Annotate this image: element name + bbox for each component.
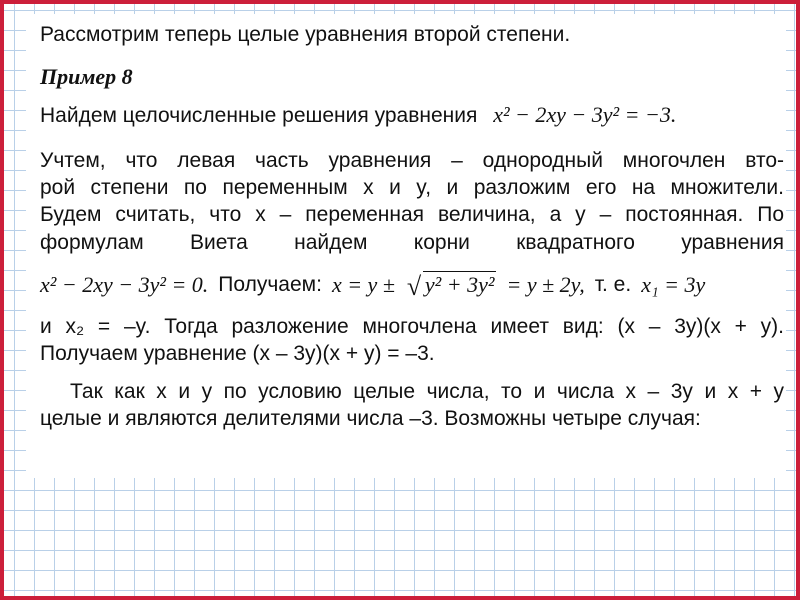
- heading: Рассмотрим теперь целые уравнения второй степени.: [40, 23, 571, 46]
- quadratic-equation: x² − 2xy − 3y² = 0.: [40, 272, 209, 297]
- paragraph-line-1: Учтем, что левая часть уравнения – однородный многочлен вто-: [40, 149, 784, 172]
- root-formula-left: x = y ±: [331, 272, 395, 297]
- ie-label: т. е.: [594, 273, 632, 296]
- problem-text: Найдем целочисленные решения уравнения: [40, 104, 478, 127]
- divisors-line-2: целые и являются делителями числа –3. Возможны четыре случая:: [40, 407, 701, 430]
- first-root: x₁ = 3y: [641, 272, 706, 297]
- equation-line: Получаем уравнение (x – 3y)(x + y) = –3.: [40, 342, 435, 365]
- example-title: Пример 8: [40, 64, 133, 89]
- divisors-line-1: Так как x и y по условию целые числа, то и числа x – 3y и x + y: [70, 380, 784, 403]
- root-formula-result: = y ± 2y,: [506, 272, 585, 297]
- factorization-line: и x₂ = –y. Тогда разложение многочлена имеет вид: (x – 3y)(x + y).: [40, 315, 784, 338]
- problem-line: [40, 102, 784, 129]
- paragraph-line-2: рой степени по переменным x и y, и разложим его на множители.: [40, 176, 784, 199]
- radical-sign-icon: √: [406, 272, 422, 301]
- radicand: y² + 3y²: [424, 272, 495, 297]
- paragraph-line-3: Будем считать, что x – переменная величина, а y – постоянная. По: [40, 203, 784, 226]
- obtain-label: Получаем:: [218, 273, 322, 296]
- problem-equation: x² − 2xy − 3y² = −3.: [493, 102, 677, 127]
- text-panel: [26, 14, 786, 478]
- formula-line: [40, 272, 784, 301]
- square-root: [406, 272, 497, 301]
- paragraph-line-4: формулам Виета найдем корни квадратного уравнения: [40, 231, 784, 254]
